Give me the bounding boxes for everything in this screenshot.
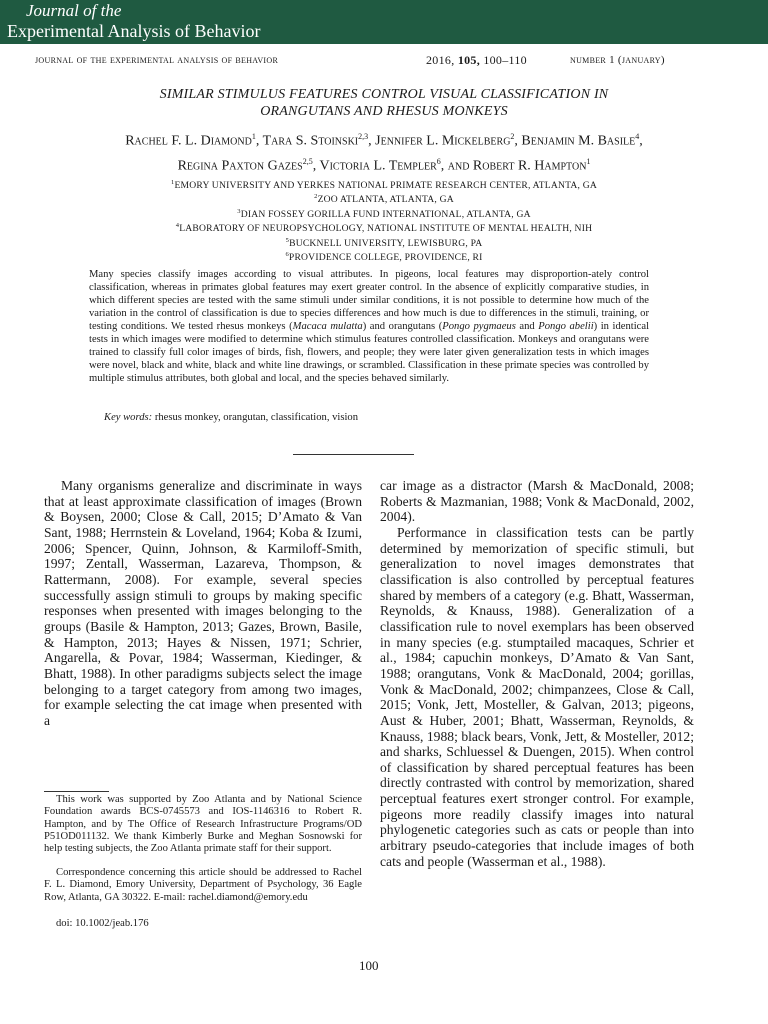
section-divider [293, 454, 414, 455]
banner-line-2: Experimental Analysis of Behavior [7, 21, 261, 41]
affiliation-number: 1 [171, 179, 175, 186]
banner-line-1: Journal of the [26, 1, 122, 20]
species-name: Macaca mulatta [292, 321, 363, 333]
author-affiliation-mark: 1 [251, 132, 256, 141]
affiliation-number: 6 [285, 251, 289, 259]
affiliation [40, 235, 728, 249]
body-paragraph: Performance in classification tests can be partly determined by memorization of specific stimuli, but generalization to novel images demonstrates that classification is also controlled by perceptual features shared by members of a category (e.g. Bhatt, Wasserman, Reynolds, & Knauss, 1988). Generalization of a classification rule to novel exemplars has been observed in many species (e.g. stumptailed macaques, Schrier et al., 1984; capuchin monkeys, D’Amato & Van Sant, 1988; orangutans, Vonk & MacDonald, 2004; gorillas, Vonk & MacDonald, 2002; chimpanzees, Close & Call, 2015; Vonk, Jett, Mosteller, & Galvan, 2013; pigeons, Aust & Huber, 2001; Bhatt, Wasserman, Reynolds, & Knauss, 1988; black bears, Vonk, Jett, & Mosteller, 2012; and sharks, Schluessel & Duengen, 2015). When control of classification by shared perceptual features has been directly contrasted with control by memorization, shared perceptual features exert stronger control. For example, pigeons more readily classify images into natural phylogenetic categories such as cats or people than into arbitrary pseudo-categories that include images of both cats and people (Wasserman et al., 1988). [380, 524, 694, 869]
author-list [40, 127, 728, 176]
author-name: Jennifer L. Mickelberg [375, 133, 511, 149]
affiliation-number: 4 [175, 222, 180, 230]
title-line-1: SIMILAR STIMULUS FEATURES CONTROL VISUAL CLASSIFICATION IN [159, 87, 609, 102]
footnote-doi: doi: 10.1002/jeab.176 [56, 918, 149, 929]
running-head-volume [426, 53, 527, 67]
author-separator: , [255, 133, 263, 149]
running-head-volume-number: 105, [457, 53, 481, 67]
author-separator: , [312, 158, 320, 174]
author-affiliation-mark: 2,3 [358, 132, 369, 141]
author-affiliation-mark: 2 [510, 132, 515, 141]
keywords-label: Key words: [104, 412, 153, 423]
affiliation-number: 3 [237, 207, 241, 215]
body-paragraph: car image as a distractor (Marsh & MacDonald, 2008; Roberts & Mazmanian, 1988; Vonk & MacDonald, 2002, 2004). [380, 478, 694, 525]
abstract-text: and [515, 321, 539, 333]
footnote-correspondence: Correspondence concerning this article should be addressed to Rachel F. L. Diamond, Emory University, Department of Psychology, 36 Eagle Row, Atlanta, GA 30322. E-mail: rachel.diamond@emory.edu [44, 867, 362, 903]
footnote-funding: This work was supported by Zoo Atlanta and by National Science Foundation awards BCS-0745573 and IOS-1146316 to Robert R. Hampton, and by The Office of Research Infrastructure Programs/OD P51OD011132. We thank Kimberly Burke and Meghan Sosnowski for help testing subjects, the Zoo Atlanta primate staff for their support. [44, 794, 362, 855]
page-number: 100 [359, 958, 379, 973]
author-name: Regina Paxton Gazes [177, 158, 303, 174]
affiliation-text: LABORATORY OF NEUROPSYCHOLOGY, NATIONAL INSTITUTE OF MENTAL HEALTH, NIH [179, 223, 593, 235]
author-separator: , [514, 133, 522, 149]
affiliation-text: DIAN FOSSEY GORILLA FUND INTERNATIONAL, ATLANTA, GA [240, 209, 531, 221]
title-line-2: ORANGUTANS AND RHESUS MONKEYS [260, 104, 508, 119]
affiliation [40, 249, 728, 263]
abstract-text: ) in identical tests in which images were modified to determine which stimulus features controlled classification. Monkeys and orangutans were trained to classify full color images of birds, fish, flowers, and people; they were later given generalization tests in which images were novel, black and white, black and white line drawings, or scrambled. Classification in these primate species was controlled by multiple stimulus attributes, both global and local, and the species behaved similarly. [89, 321, 650, 385]
running-head-pages: 100–110 [483, 53, 527, 67]
author-affiliation-mark: 2,5 [302, 156, 313, 166]
running-head-journal: journal of the experimental analysis of behavior [35, 54, 279, 66]
species-name: Pongo pygmaeus [442, 321, 516, 333]
keywords [104, 411, 644, 424]
abstract-text: Many species classify images according to visual attributes. In pigeons, local features may disproportion-ately control classification, whereas in primates global features may exert greater control. In the absence of explicitly comparative studies, in which different species are tested with the same stimuli under similar conditions, it is not possible to determine how much of the variation in the control of classification is due to species differences and how much is due to differences in the stimuli, training, or testing conditions. We tested rhesus monkeys ( [89, 269, 649, 333]
affiliation [40, 177, 728, 191]
running-head-year: 2016, [426, 53, 455, 67]
author-name: Benjamin M. Basile [521, 133, 636, 149]
affiliation-text: PROVIDENCE COLLEGE, PROVIDENCE, RI [288, 252, 483, 264]
author-affiliation-mark: 4 [635, 132, 640, 141]
keywords-text: rhesus monkey, orangutan, classification, vision [152, 412, 359, 423]
author-separator: , and [440, 158, 473, 174]
author-affiliation-mark: 1 [586, 156, 591, 166]
affiliation-list [40, 177, 728, 264]
author-name: Rachel F. L. Diamond [125, 133, 252, 149]
author-separator: , [368, 133, 376, 149]
affiliation [40, 220, 728, 234]
author-name: Victoria L. Templer [319, 158, 437, 174]
body-column-right [380, 478, 694, 869]
abstract-text: ) and orangutans ( [362, 321, 443, 333]
affiliation [40, 206, 728, 220]
species-name: Pongo abelii [538, 321, 594, 333]
affiliation-text: BUCKNELL UNIVERSITY, LEWISBURG, PA [289, 238, 483, 250]
running-head-number: number 1 (january) [570, 54, 665, 66]
affiliation-number: 5 [285, 236, 290, 244]
affiliation-number: 2 [314, 193, 318, 201]
abstract [89, 268, 649, 385]
author-name: Tara S. Stoinski [262, 133, 359, 149]
affiliation-text: EMORY UNIVERSITY AND YERKES NATIONAL PRIMATE RESEARCH CENTER, ATLANTA, GA [174, 180, 597, 192]
body-column-left: Many organisms generalize and discriminate in ways that at least approximate classification of images (Brown & Boysen, 2000; Close & Call, 2015; D’Amato & Van Sant, 1988; Herrnstein & Loveland, 1964; Koba & Izumi, 2006; Spencer, Quinn, Johnson, & Karmiloff-Smith, 1997; Zentall, Wasserman, Lazareva, Thompson, & Rattermann, 2008). For example, several species successfully assign stimuli to groups by making specific responses when presented with images belonging to the groups (Basile & Hampton, 2013; Gazes, Brown, Basile, & Hampton, 2013; Hayes & Nissen, 1971; Schrier, Angarella, & Povar, 1984; Wasserman, Kiedinger, & Bhatt, 1988). In other paradigms subjects select the image belonging to a target category from among two images, for example selecting the cat image when presented with a [44, 478, 362, 728]
article-title [40, 86, 728, 120]
affiliation-text: ZOO ATLANTA, ATLANTA, GA [317, 194, 454, 206]
author-separator: , [639, 133, 643, 149]
author-affiliation-mark: 6 [436, 156, 441, 166]
journal-banner [0, 0, 768, 44]
affiliation [40, 191, 728, 205]
author-name: Robert R. Hampton [472, 158, 587, 174]
footnote-rule [44, 791, 109, 792]
